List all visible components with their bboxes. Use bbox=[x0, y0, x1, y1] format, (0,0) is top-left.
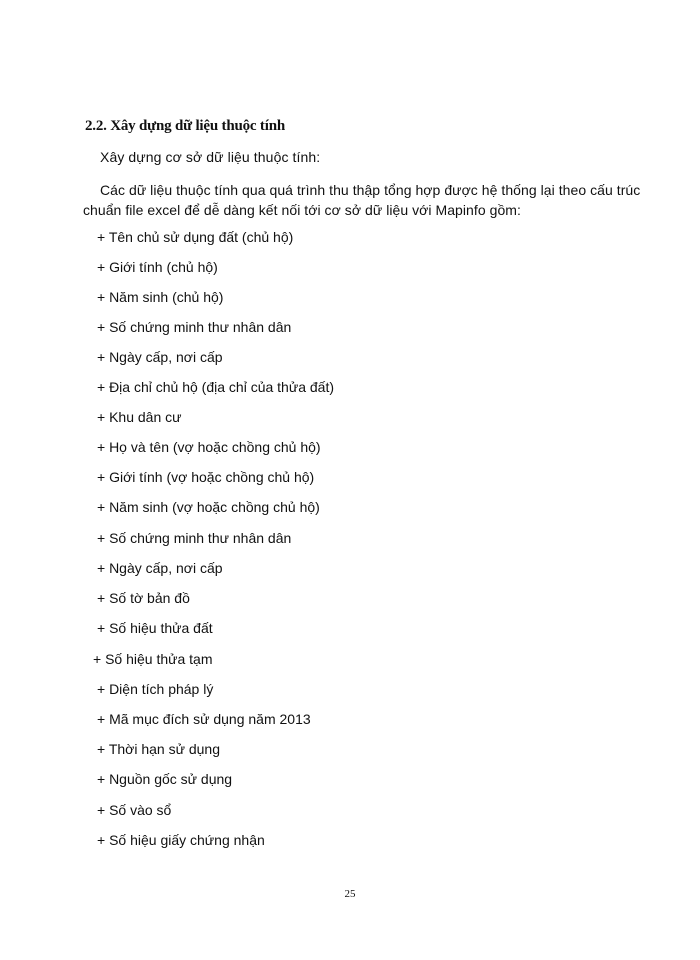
list-item: + Khu dân cư bbox=[97, 409, 182, 425]
list-item: + Nguồn gốc sử dụng bbox=[97, 771, 233, 787]
list-item: + Năm sinh (vợ hoặc chồng chủ hộ) bbox=[97, 499, 320, 515]
list-item: + Số hiệu thửa đất bbox=[97, 620, 213, 636]
list-item: + Năm sinh (chủ hộ) bbox=[97, 289, 224, 305]
list-item: + Số chứng minh thư nhân dân bbox=[97, 530, 292, 546]
page-number: 25 bbox=[344, 888, 356, 900]
list-item: + Mã mục đích sử dụng năm 2013 bbox=[97, 711, 311, 727]
list-item: + Số hiệu giấy chứng nhận bbox=[97, 832, 265, 848]
list-item: + Tên chủ sử dụng đất (chủ hộ) bbox=[97, 229, 294, 245]
list-item: + Ngày cấp, nơi cấp bbox=[97, 560, 223, 576]
list-item: + Địa chỉ chủ hộ (địa chỉ của thửa đất) bbox=[97, 379, 335, 395]
list-item: + Giới tính (chủ hộ) bbox=[97, 259, 218, 275]
list-item: + Ngày cấp, nơi cấp bbox=[97, 349, 223, 365]
description-paragraph bbox=[83, 180, 641, 220]
paragraph-line-2: chuẩn file excel để dễ dàng kết nối tới cơ sở dữ liệu với Mapinfo gồm: bbox=[83, 202, 521, 218]
list-item: + Số chứng minh thư nhân dân bbox=[97, 319, 292, 335]
list-item: + Diện tích pháp lý bbox=[97, 681, 214, 697]
list-item: + Thời hạn sử dụng bbox=[97, 741, 220, 757]
list-item: + Giới tính (vợ hoặc chồng chủ hộ) bbox=[97, 469, 315, 485]
intro-line: Xây dựng cơ sở dữ liệu thuộc tính: bbox=[100, 149, 321, 165]
list-item: + Số tờ bản đồ bbox=[97, 590, 190, 606]
paragraph-line-1: Các dữ liệu thuộc tính qua quá trình thu thập tổng hợp được hệ thống lại theo cấu trúc bbox=[100, 182, 641, 198]
list-item: + Họ và tên (vợ hoặc chồng chủ hộ) bbox=[97, 439, 321, 455]
list-item: + Số vào sổ bbox=[97, 802, 172, 818]
list-item: + Số hiệu thửa tạm bbox=[93, 651, 213, 667]
section-heading: 2.2. Xây dựng dữ liệu thuộc tính bbox=[85, 118, 285, 134]
